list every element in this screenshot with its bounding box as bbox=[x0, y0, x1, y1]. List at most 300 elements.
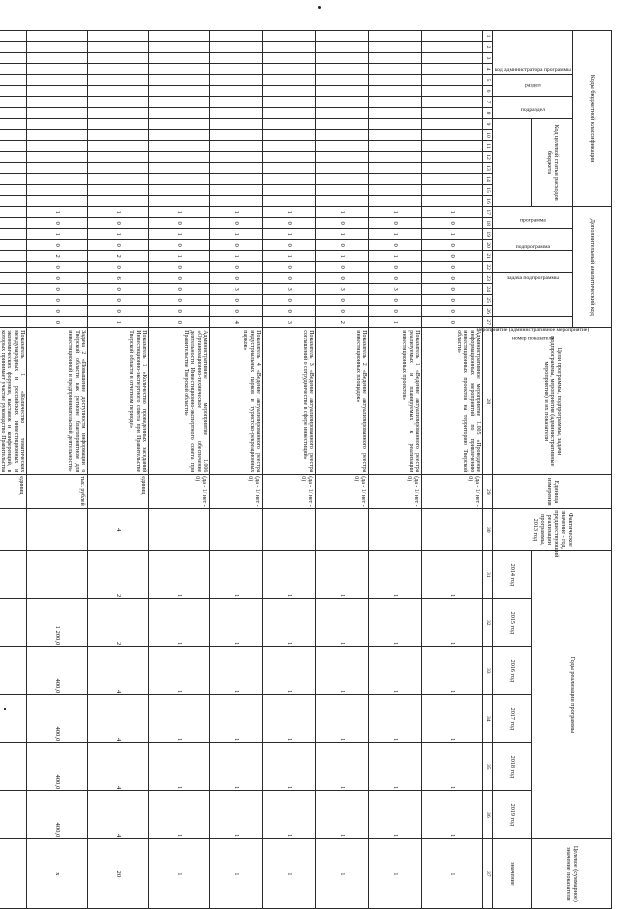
analytic-code-digit: 4 bbox=[210, 317, 263, 328]
kbk-cell bbox=[210, 185, 263, 196]
analytic-code-digit: 0 bbox=[27, 284, 88, 295]
unit-cell: (да - 1/ нет - 0) bbox=[316, 475, 369, 509]
kbk-cell bbox=[422, 174, 483, 185]
kbk-cell bbox=[149, 130, 210, 141]
kbk-cell bbox=[210, 75, 263, 86]
goal-description: Задача 2 «Повышение доступности информации о Тверской области как регионе благоприятном для инвестиционной и предпринимательской деятельности» bbox=[27, 328, 88, 475]
column-number: 30 bbox=[483, 509, 493, 551]
kbk-cell bbox=[27, 86, 88, 97]
analytic-code-digit: 2 bbox=[88, 251, 149, 262]
analytic-code-digit: 0 bbox=[88, 284, 149, 295]
kbk-cell bbox=[316, 75, 369, 86]
year-value-cell: 1 bbox=[210, 551, 263, 599]
table-row bbox=[210, 31, 263, 909]
year-value-cell: 1 bbox=[263, 791, 316, 839]
year-value-cell: 4 bbox=[88, 695, 149, 743]
year-value-cell: 1 bbox=[263, 647, 316, 695]
goal-description: Административное мероприятие 1.005 «Проведение информационных мероприятий по привлечению инвестиционных проектов на территорию Тверской области» bbox=[422, 328, 483, 475]
year-value-cell: 1 bbox=[369, 599, 422, 647]
kbk-cell bbox=[210, 64, 263, 75]
fact-value-cell bbox=[422, 509, 483, 551]
analytic-indicator-number-header: номер показателя bbox=[493, 317, 573, 328]
analytic-code-digit: 1 bbox=[316, 229, 369, 240]
kbk-cell bbox=[0, 152, 27, 163]
kbk-cell bbox=[263, 64, 316, 75]
kbk-cell bbox=[369, 130, 422, 141]
kbk-cell bbox=[210, 196, 263, 207]
fact-value-cell bbox=[369, 509, 422, 551]
analytic-code-digit: 0 bbox=[27, 317, 88, 328]
analytic-code-digit: 1 bbox=[88, 207, 149, 218]
target-value-cell: 1 bbox=[369, 839, 422, 909]
column-number: 19 bbox=[483, 229, 493, 240]
scan-artifact-dot bbox=[318, 6, 321, 9]
kbk-cell bbox=[88, 108, 149, 119]
target-value-cell: 1 bbox=[149, 839, 210, 909]
goal-description: Показатель 2 «Ведение актуализированного реестра инвестиционных площадок» bbox=[316, 328, 369, 475]
kbk-section-header: раздел bbox=[493, 75, 573, 97]
analytic-code-digit: 0 bbox=[263, 240, 316, 251]
fact-value-cell: 4 bbox=[88, 509, 149, 551]
year-value-cell: 1 bbox=[422, 551, 483, 599]
analytic-code-digit: 0 bbox=[316, 240, 369, 251]
kbk-cell bbox=[149, 97, 210, 108]
column-number-row bbox=[483, 31, 493, 909]
kbk-cell bbox=[0, 108, 27, 119]
kbk-cell bbox=[316, 152, 369, 163]
target-value-cell: 1 bbox=[210, 839, 263, 909]
analytic-code-digit: 3 bbox=[316, 284, 369, 295]
kbk-cell bbox=[88, 64, 149, 75]
kbk-cell bbox=[88, 31, 149, 42]
kbk-cell bbox=[149, 31, 210, 42]
year-value-cell bbox=[0, 551, 27, 599]
kbk-cell bbox=[210, 130, 263, 141]
kbk-cell bbox=[263, 108, 316, 119]
fact-value-cell bbox=[27, 509, 88, 551]
kbk-cell bbox=[263, 152, 316, 163]
kbk-cell bbox=[316, 185, 369, 196]
kbk-cell bbox=[0, 119, 27, 130]
analytic-code-digit: 0 bbox=[316, 295, 369, 306]
kbk-cell bbox=[88, 97, 149, 108]
analytic-code-digit: 0 bbox=[27, 240, 88, 251]
year-value-cell: 1 bbox=[263, 551, 316, 599]
analytic-code-digit: 1 bbox=[27, 207, 88, 218]
analytic-code-digit: 0 bbox=[149, 262, 210, 273]
kbk-cell bbox=[263, 42, 316, 53]
kbk-cell bbox=[316, 42, 369, 53]
analytic-code-digit: 0 bbox=[316, 262, 369, 273]
column-number: 36 bbox=[483, 791, 493, 839]
column-number: 18 bbox=[483, 218, 493, 229]
analytic-code-digit: 6 bbox=[88, 273, 149, 284]
year-value-cell: 1 bbox=[149, 743, 210, 791]
year-value-cell: 1 bbox=[210, 743, 263, 791]
kbk-cell bbox=[27, 97, 88, 108]
kbk-cell bbox=[422, 152, 483, 163]
column-number: 27 bbox=[483, 317, 493, 328]
analytic-code-digit: 1 bbox=[210, 229, 263, 240]
column-number: 25 bbox=[483, 295, 493, 306]
year-value-cell bbox=[0, 695, 27, 743]
analytic-code-digit: 0 bbox=[149, 306, 210, 317]
analytic-code-digit: 1 bbox=[210, 207, 263, 218]
table-row bbox=[149, 31, 210, 909]
analytic-code-digit: 0 bbox=[369, 262, 422, 273]
kbk-cell bbox=[0, 196, 27, 207]
analytic-code-digit: 1 bbox=[149, 251, 210, 262]
kbk-cell bbox=[149, 86, 210, 97]
analytic-code-digit: 0 bbox=[149, 240, 210, 251]
analytic-subprogram-header: подпрограмма bbox=[493, 229, 573, 251]
column-number: 23 bbox=[483, 273, 493, 284]
year-2019-header: 2019 год bbox=[493, 791, 532, 839]
table-row bbox=[316, 31, 369, 909]
kbk-cell bbox=[263, 174, 316, 185]
year-value-cell: 1 bbox=[149, 599, 210, 647]
kbk-cell bbox=[316, 108, 369, 119]
unit-cell: тыс. рублей bbox=[27, 475, 88, 509]
year-value-cell: 400,0 bbox=[27, 791, 88, 839]
target-value-header: значение bbox=[493, 839, 532, 909]
kbk-cell bbox=[149, 174, 210, 185]
kbk-cell bbox=[0, 31, 27, 42]
column-number: 15 bbox=[483, 185, 493, 196]
kbk-cell bbox=[422, 86, 483, 97]
year-value-cell: 1 bbox=[422, 695, 483, 743]
kbk-cell bbox=[27, 75, 88, 86]
analytic-code-digit bbox=[0, 240, 27, 251]
kbk-cell bbox=[316, 163, 369, 174]
kbk-cell bbox=[210, 163, 263, 174]
analytic-code-digit: 0 bbox=[316, 218, 369, 229]
analytic-code-digit: 0 bbox=[210, 218, 263, 229]
year-value-cell bbox=[0, 791, 27, 839]
analytic-code-digit: 0 bbox=[210, 262, 263, 273]
kbk-cell bbox=[210, 86, 263, 97]
kbk-cell bbox=[422, 75, 483, 86]
kbk-cell bbox=[88, 152, 149, 163]
goal-description: Показатель 1 «Количество тематических международных и российских инвестиционных и экономических форумов, выставок и конференций, в которых принимает участие руководство Правительства bbox=[0, 328, 27, 475]
analytic-code-digit: 0 bbox=[369, 273, 422, 284]
unit-cell: единиц bbox=[88, 475, 149, 509]
year-value-cell: 1 bbox=[149, 647, 210, 695]
kbk-cell bbox=[422, 53, 483, 64]
unit-cell: (да - 1/ нет - 0) bbox=[210, 475, 263, 509]
kbk-cell bbox=[369, 119, 422, 130]
year-value-cell: 2 bbox=[88, 551, 149, 599]
kbk-cell bbox=[316, 196, 369, 207]
analytic-code-digit: 0 bbox=[369, 295, 422, 306]
target-value-cell: 1 bbox=[422, 839, 483, 909]
analytic-code-digit: 0 bbox=[210, 306, 263, 317]
analytic-code-digit: 3 bbox=[263, 284, 316, 295]
analytic-code-digit: 2 bbox=[27, 251, 88, 262]
kbk-cell bbox=[149, 42, 210, 53]
kbk-cell bbox=[27, 185, 88, 196]
fact-value-cell bbox=[149, 509, 210, 551]
fact-value-cell bbox=[316, 509, 369, 551]
year-value-cell: 4 bbox=[88, 743, 149, 791]
column-number: 17 bbox=[483, 207, 493, 218]
kbk-cell bbox=[149, 163, 210, 174]
kbk-cell bbox=[210, 42, 263, 53]
years-group-header: Годы реализации программы bbox=[532, 551, 612, 839]
analytic-code-digit bbox=[0, 306, 27, 317]
kbk-cell bbox=[88, 130, 149, 141]
analytic-code-digit: 0 bbox=[27, 262, 88, 273]
analytic-code-digit bbox=[0, 229, 27, 240]
table-row bbox=[27, 31, 88, 909]
kbk-cell bbox=[210, 152, 263, 163]
kbk-cell bbox=[316, 119, 369, 130]
analytic-code-digit: 0 bbox=[422, 273, 483, 284]
unit-cell: (да - 1/ нет - 0) bbox=[149, 475, 210, 509]
kbk-cell bbox=[149, 53, 210, 64]
analytic-code-digit bbox=[0, 284, 27, 295]
analytic-code-digit bbox=[0, 207, 27, 218]
kbk-cell bbox=[422, 64, 483, 75]
column-number: 1 bbox=[483, 31, 493, 42]
unit-cell: (да - 1/ нет - 0) bbox=[263, 475, 316, 509]
year-value-cell: 1 bbox=[210, 599, 263, 647]
analytic-code-digit: 2 bbox=[316, 317, 369, 328]
year-value-cell: 1 bbox=[210, 791, 263, 839]
kbk-cell bbox=[149, 119, 210, 130]
kbk-cell bbox=[422, 97, 483, 108]
kbk-cell bbox=[27, 119, 88, 130]
analytic-code-digit: 0 bbox=[422, 240, 483, 251]
kbk-cell bbox=[422, 185, 483, 196]
kbk-cell bbox=[369, 86, 422, 97]
kbk-cell bbox=[149, 185, 210, 196]
kbk-cell bbox=[88, 75, 149, 86]
kbk-cell bbox=[369, 42, 422, 53]
kbk-cell bbox=[263, 86, 316, 97]
analytic-code-digit: 3 bbox=[263, 317, 316, 328]
year-value-cell: 1 bbox=[422, 743, 483, 791]
analytic-code-digit: 0 bbox=[149, 273, 210, 284]
year-value-cell: 400,0 bbox=[27, 695, 88, 743]
analytic-code-digit: 0 bbox=[422, 262, 483, 273]
column-number: 33 bbox=[483, 647, 493, 695]
year-value-cell: 2 bbox=[88, 599, 149, 647]
analytic-code-digit: 1 bbox=[263, 251, 316, 262]
year-value-cell: 1 bbox=[369, 647, 422, 695]
kbk-cell bbox=[149, 108, 210, 119]
analytic-code-digit: 1 bbox=[27, 229, 88, 240]
goal-description: Показатель 1 «Количество проведенных заседаний Инвестиционно-экспертного совета при Правительстве Тверской области в отчетном периоде» bbox=[88, 328, 149, 475]
kbk-cell bbox=[149, 196, 210, 207]
column-number: 28 bbox=[483, 328, 493, 475]
year-value-cell: 1 bbox=[316, 743, 369, 791]
kbk-cell bbox=[369, 31, 422, 42]
unit-cell: (да - 1/ нет - 0) bbox=[369, 475, 422, 509]
kbk-cell bbox=[369, 196, 422, 207]
year-2017-header: 2017 год bbox=[493, 695, 532, 743]
year-value-cell: 1 bbox=[316, 695, 369, 743]
analytic-code-digit: 1 bbox=[263, 207, 316, 218]
column-number: 9 bbox=[483, 119, 493, 130]
year-value-cell bbox=[0, 599, 27, 647]
analytic-code-digit: 0 bbox=[210, 240, 263, 251]
kbk-cell bbox=[88, 86, 149, 97]
year-value-cell: 4 bbox=[88, 791, 149, 839]
column-number: 8 bbox=[483, 108, 493, 119]
kbk-cell bbox=[27, 108, 88, 119]
target-value-cell: 20 bbox=[88, 839, 149, 909]
analytic-code-digit: 1 bbox=[210, 251, 263, 262]
year-value-cell: 1 bbox=[149, 551, 210, 599]
year-value-cell: 1 bbox=[149, 791, 210, 839]
kbk-cell bbox=[263, 141, 316, 152]
analytic-program-header: программа bbox=[493, 207, 573, 229]
analytic-code-digit: 0 bbox=[263, 218, 316, 229]
kbk-cell bbox=[0, 86, 27, 97]
analytic-code-digit: 0 bbox=[422, 251, 483, 262]
kbk-cell bbox=[316, 130, 369, 141]
target-value-cell: х bbox=[27, 839, 88, 909]
program-indicators-table bbox=[0, 30, 612, 909]
year-2016-header: 2016 год bbox=[493, 647, 532, 695]
analytic-code-digit: 0 bbox=[263, 262, 316, 273]
kbk-cell bbox=[0, 130, 27, 141]
fact-column-header: Фактическое значение - год, предшествующий реализации программы, 2013 год bbox=[493, 509, 612, 551]
column-number: 16 bbox=[483, 196, 493, 207]
kbk-cell bbox=[27, 141, 88, 152]
kbk-cell bbox=[0, 163, 27, 174]
column-number: 3 bbox=[483, 53, 493, 64]
kbk-cell bbox=[369, 53, 422, 64]
analytic-code-digit: 0 bbox=[149, 284, 210, 295]
kbk-cell bbox=[210, 141, 263, 152]
analytic-code-digit bbox=[0, 218, 27, 229]
analytic-code-digit: 0 bbox=[149, 218, 210, 229]
table-row bbox=[0, 31, 27, 909]
kbk-cell bbox=[27, 42, 88, 53]
analytic-code-digit: 0 bbox=[210, 273, 263, 284]
analytic-code-digit: 0 bbox=[88, 295, 149, 306]
kbk-cell bbox=[27, 152, 88, 163]
analytic-code-digit: 0 bbox=[27, 273, 88, 284]
analytic-code-digit: 0 bbox=[88, 262, 149, 273]
kbk-cell bbox=[0, 42, 27, 53]
column-number: 10 bbox=[483, 130, 493, 141]
target-group-header: Целевое (суммарное) значение показателя bbox=[532, 839, 612, 909]
analytic-code-digit: 0 bbox=[88, 240, 149, 251]
year-value-cell: 1 bbox=[263, 599, 316, 647]
kbk-target-article-header: Код целевой статьи расходов бюджета bbox=[532, 119, 573, 207]
kbk-cell bbox=[316, 141, 369, 152]
year-value-cell: 1 bbox=[316, 599, 369, 647]
kbk-cell bbox=[263, 130, 316, 141]
kbk-cell bbox=[0, 53, 27, 64]
kbk-cell bbox=[0, 64, 27, 75]
kbk-cell bbox=[422, 42, 483, 53]
year-value-cell: 1 bbox=[422, 647, 483, 695]
kbk-cell bbox=[369, 174, 422, 185]
kbk-cell bbox=[369, 141, 422, 152]
kbk-cell bbox=[210, 53, 263, 64]
column-number: 21 bbox=[483, 251, 493, 262]
column-number: 5 bbox=[483, 75, 493, 86]
year-value-cell: 4 bbox=[88, 647, 149, 695]
rotated-table-sheet bbox=[0, 30, 612, 902]
analytic-code-digit: 1 bbox=[369, 229, 422, 240]
kbk-cell bbox=[88, 119, 149, 130]
analytic-code-digit: 0 bbox=[263, 295, 316, 306]
analytic-code-digit: 0 bbox=[149, 295, 210, 306]
column-number: 7 bbox=[483, 97, 493, 108]
kbk-cell bbox=[210, 108, 263, 119]
analytic-code-digit: 0 bbox=[422, 295, 483, 306]
analytic-code-digit: 1 bbox=[149, 229, 210, 240]
kbk-subsection-header: подраздел bbox=[493, 97, 573, 119]
kbk-cell bbox=[27, 64, 88, 75]
goal-description: Показатель 3 «Ведение актуализированного реестра соглашений о сотрудничестве в сфере инвестиций» bbox=[263, 328, 316, 475]
kbk-cell bbox=[88, 185, 149, 196]
kbk-cell bbox=[149, 141, 210, 152]
kbk-cell bbox=[149, 75, 210, 86]
kbk-cell bbox=[210, 174, 263, 185]
kbk-cell bbox=[210, 97, 263, 108]
kbk-cell bbox=[369, 163, 422, 174]
goal-description: Показатель 1 «Ведение актуализированного реестра реализуемых и планируемых к реализации инвестиционных проектов» bbox=[369, 328, 422, 475]
analytic-code-digit: 1 bbox=[316, 207, 369, 218]
goal-description: Показатель 4 «Ведение актуализированного реестра индустриальных парков и туристско-рекреационных парков» bbox=[210, 328, 263, 475]
year-2014-header: 2014 год bbox=[493, 551, 532, 599]
analytic-code-digit: 1 bbox=[263, 229, 316, 240]
fact-value-cell bbox=[210, 509, 263, 551]
analytic-code-digit: 0 bbox=[88, 218, 149, 229]
analytic-code-digit: 1 bbox=[422, 207, 483, 218]
analytic-code-digit: 0 bbox=[263, 273, 316, 284]
analytic-code-digit bbox=[0, 295, 27, 306]
year-value-cell: 1 bbox=[210, 695, 263, 743]
analytic-code-digit: 0 bbox=[422, 306, 483, 317]
analytic-code-digit: 0 bbox=[263, 306, 316, 317]
analytic-task-header: задача подпрограммы bbox=[493, 251, 573, 273]
target-value-cell: 1 bbox=[316, 839, 369, 909]
kbk-cell bbox=[0, 174, 27, 185]
unit-column-header: Единица измерения bbox=[493, 475, 612, 509]
analytic-code-digit: 1 bbox=[316, 251, 369, 262]
year-2015-header: 2015 год bbox=[493, 599, 532, 647]
analytic-code-digit bbox=[0, 273, 27, 284]
table-row bbox=[422, 31, 483, 909]
kbk-cell bbox=[0, 185, 27, 196]
analytic-code-digit: 0 bbox=[369, 240, 422, 251]
kbk-cell bbox=[0, 97, 27, 108]
kbk-cell bbox=[263, 31, 316, 42]
analytic-code-digit: 0 bbox=[422, 284, 483, 295]
kbk-cell bbox=[210, 119, 263, 130]
kbk-cell bbox=[263, 75, 316, 86]
column-number: 2 bbox=[483, 42, 493, 53]
year-value-cell bbox=[0, 647, 27, 695]
kbk-cell bbox=[316, 86, 369, 97]
kbk-cell bbox=[369, 75, 422, 86]
analytic-code-digit: 0 bbox=[88, 306, 149, 317]
analytic-code-digit: 0 bbox=[27, 295, 88, 306]
year-value-cell: 1 200,0 bbox=[27, 599, 88, 647]
column-number: 12 bbox=[483, 152, 493, 163]
kbk-admin-header: код администратора программы bbox=[493, 31, 573, 75]
column-number: 34 bbox=[483, 695, 493, 743]
kbk-cell bbox=[263, 185, 316, 196]
kbk-cell bbox=[369, 64, 422, 75]
